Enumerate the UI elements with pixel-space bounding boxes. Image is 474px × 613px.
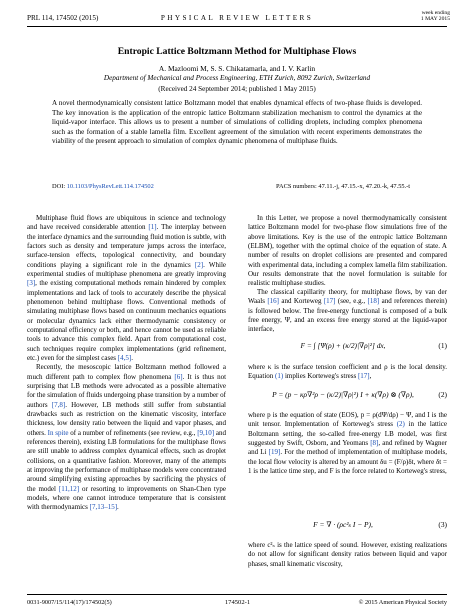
citation-link[interactable]: [7,8] [51, 400, 66, 409]
citation-link[interactable]: [17] [357, 372, 370, 381]
text: . However, LB methods still suffer from substantial drawbacks such as restriction on the kinematic viscosity, interface thickness, low density ratio between the liquid and vapor phases, and others. [27, 400, 227, 437]
citation-link[interactable]: In spite [47, 428, 69, 437]
right-paragraph-4 [248, 411, 447, 476]
citation-link[interactable]: [16] [267, 297, 279, 306]
left-paragraph-2 [27, 363, 226, 512]
week-ending-date: 1 MAY 2015 [420, 16, 450, 23]
journal-name: PHYSICAL REVIEW LETTERS [160, 14, 314, 22]
citation-link[interactable]: (2) [396, 420, 405, 429]
citation-link[interactable]: [11,12] [58, 484, 80, 493]
text: The classical capillarity theory, for multiphase flows, by van der Waals [248, 288, 447, 306]
citation-link[interactable]: [3] [27, 279, 36, 288]
pacs-numbers: PACS numbers: 47.11.-j, 47.15.-x, 47.20.-k, 47.55.-t [276, 183, 411, 190]
text: of a number of refinements (see review, e.g., [68, 428, 198, 437]
header-rule [27, 26, 447, 27]
text: where p is the equation of state (EOS), p = ρ(dΨ/dρ) − Ψ, and I is the unit tensor. Implementation of Korteweg's stress [248, 411, 447, 429]
text: and references therein) is followed below. The free-energy functional is composed of a bulk free energy, Ψ, and an excess free energy stored at the liquid-vapor interface, [248, 297, 447, 334]
text: , the existing computational methods remain hindered by complex implementations and lack of tools to accurately describe the physical phenomenon behind multiphase flows. Conventional methods of simulating multiphase flows based on continuum mechanics equations or molecular dynamics lack either thermodynamic consistency or computational efficiency or both, and hence cannot be used as reliable tools to advance this complex field. Apart from computational cost, such techniques require complex implementations (grid refinement, etc.) even for the simplest cases [27, 279, 226, 362]
text: . [131, 353, 133, 362]
doi-link[interactable]: 10.1103/PhysRevLett.114.174502 [66, 183, 154, 190]
citation-link[interactable]: [19] [268, 448, 281, 457]
right-paragraph-3 [248, 363, 447, 382]
abstract: A novel thermodynamically consistent lattice Boltzmann model that enables dynamical effects of two-phase fluids is developed. The key innovation is the application of the entropic lattice Boltzmann stabilization mechanism to control the dynamics at the liquid-vapor interface. This allows us to present a number of simulations of colliding droplets, including complex phenomena such as the formation of a stable lamella film. Excellent agreement of the simulation with recent experiments demonstrates the viability of the present approach to simulation of complex dynamic phenomena of multiphase fluids. [52, 99, 422, 146]
text: in the lattice Boltzmann setting, the so-called free-energy LB model, was first suggested by Swift, Osborn, and Yeomans [248, 420, 447, 447]
citation-link[interactable]: [4,5] [117, 353, 132, 362]
article-title: Entropic Lattice Boltzmann Method for Multiphase Flows [117, 46, 357, 57]
text: . [117, 503, 119, 512]
text: . For the method of implementation of multiphase models, the local flow velocity is altered by an amount δu = (F/ρ)δt, where δt = 1 is the lattice time step, and F is the force related to Korteweg's stress, [248, 448, 448, 475]
footer-rule [27, 594, 447, 595]
equation-3-body: F = ∇ · (ρc²ₛ I − P), [313, 520, 373, 529]
citation-link[interactable]: [7,13–15] [89, 503, 118, 512]
citation-link[interactable]: [1] [148, 223, 157, 232]
article-affiliation: Department of Mechanical and Process Engineering, ETH Zurich, 8092 Zurich, Switzerland [103, 74, 371, 82]
text: and Korteweg [278, 297, 324, 306]
citation-link[interactable]: [6] [174, 372, 183, 381]
doi-label: DOI: [52, 183, 67, 190]
right-paragraph-5 [248, 541, 447, 569]
text: . While experimental studies of multiphase phenomena are greatly improving [27, 260, 226, 278]
right-paragraph-1 [248, 214, 447, 289]
text: In this Letter, we propose a novel thermodynamically consistent lattice Boltzmann model for two-phase flow simulations free of the above limitations. Key is the use of the entropic lattice Boltzmann (ELBM), together with the optimal choice of the equation of state. A number of results on droplet collisions are presented and compared with experimental data, including a complex lamella film stabilization. Our results demonstrate that the novel formulation is suitable for realistic multiphase studies. [248, 214, 447, 288]
received-date: (Received 24 September 2014; published 1 May 2015) [158, 85, 316, 93]
citation-link[interactable]: [8] [370, 438, 379, 447]
copyright: © 2015 American Physical Society [358, 599, 447, 606]
equation-3-number: (3) [438, 520, 447, 529]
text: , and refined by Wagner and Li [248, 438, 447, 457]
week-ending-label: week ending [421, 10, 450, 16]
doi [52, 183, 154, 190]
text: and references therein), existing LB formulations for the multiphase flows are still unable to address complex dynamical effects, such as droplet collisions, on a quantitative fashion. Moreover, many of the attempts at improving the performance of multiphase models were concentrated around simplifying existing approaches by sacrificing the physics of the model [27, 428, 226, 493]
text: or resorting to improvements on Shan-Chen type models, where one cannot introduce temperature that is consistent with thermodynamics [27, 484, 226, 512]
equation-1-body: F = ∫ [Ψ(ρ) + (κ/2)|∇ρ|²] dx, [300, 341, 386, 350]
text: Multiphase fluid flows are ubiquitous in science and technology and have received considerable attention [27, 214, 226, 232]
left-paragraph-1 [27, 214, 226, 363]
page-number: 174502-1 [224, 599, 251, 606]
citation-link[interactable]: (1) [275, 372, 284, 381]
footer-issn: 0031-9007/15/114(17)/174502(5) [27, 599, 112, 606]
article-authors: A. Mazloomi M, S. S. Chikatamarla, and I. V. Karlin [158, 64, 316, 73]
left-column [27, 214, 226, 513]
text: where c²ₛ is the lattice speed of sound. However, existing realizations do not allow for significant density ratios between liquid and vapor phases, small kinematic viscosity, [248, 541, 447, 568]
text: . The interplay between the interface dynamics and the surrounding fluid motion is subtle, with factors such as density and temperature jumps across the interface, surface-tension effects, topological connectivity, and boundary conditions playing a significant role in the dynamics [27, 223, 226, 269]
week-ending [390, 10, 450, 23]
text: . It is thus not surprising that LB methods were advocated as a possible alternative for the simulation of fluids undergoing phase transition by a number of authors [27, 372, 227, 409]
equation-1-number: (1) [438, 341, 447, 350]
text: , [369, 372, 372, 381]
equation-2-number: (2) [438, 390, 447, 399]
citation-link[interactable]: [18] [367, 297, 380, 306]
text: (see, e.g., [335, 297, 368, 306]
text: implies Korteweg's stress [283, 372, 358, 381]
text: Recently, the mesoscopic lattice Boltzmann method followed a much different path to complex flow phenomena [27, 363, 226, 381]
right-paragraph-2 [248, 288, 447, 335]
citation-link[interactable]: [9,10] [197, 428, 215, 437]
journal-reference: PRL 114, 174502 (2015) [27, 14, 99, 22]
citation-link[interactable]: [2] [194, 260, 204, 269]
citation-link[interactable]: [17] [323, 297, 336, 306]
equation-2-body: P = (p − κρ∇²ρ − (κ/2)|∇ρ|²) I + κ(∇ρ) ⊗ (∇ρ), [272, 390, 414, 399]
text: where κ is the surface tension coefficient and ρ is the local density. Equation [248, 363, 447, 381]
